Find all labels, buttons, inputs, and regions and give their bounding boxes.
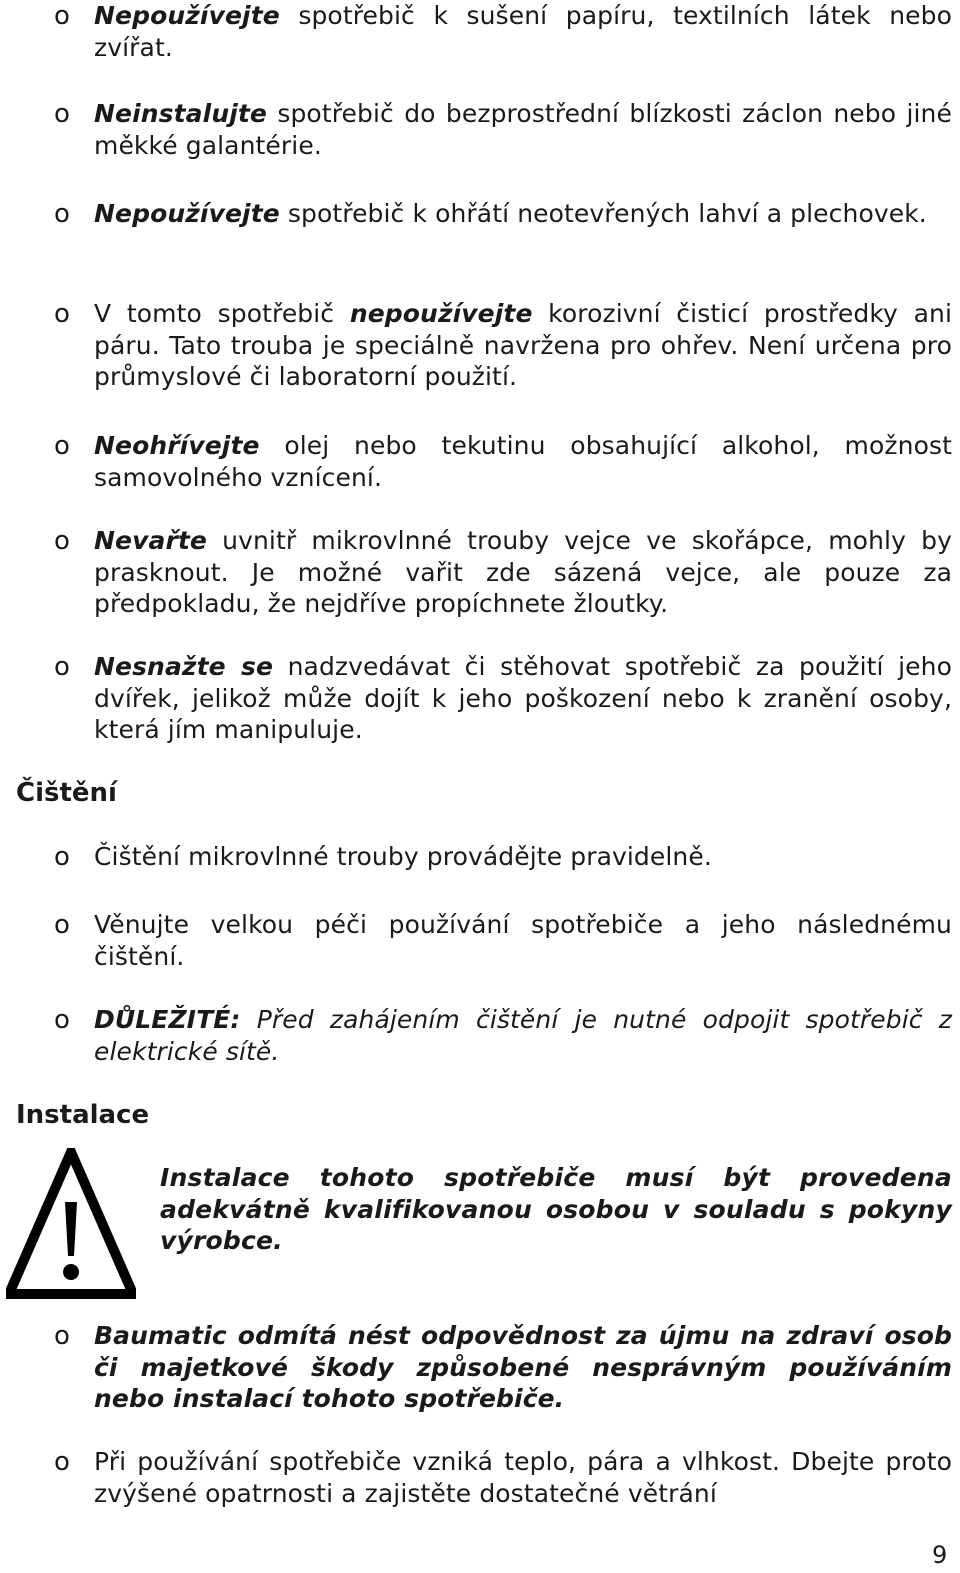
item-text	[94, 298, 952, 393]
bullet: o	[54, 99, 70, 129]
item-text	[94, 525, 952, 620]
item-text	[94, 198, 952, 230]
item-lead: Nesnažte se	[94, 652, 274, 681]
item-text	[94, 98, 952, 161]
item-lead: Nepoužívejte	[94, 199, 280, 228]
item-rest: spotřebič k sušení papíru, textilních látek nebo zvířat.	[94, 1, 952, 62]
item-rest: olej nebo tekutinu obsahující alkohol, možnost samovolného vznícení.	[94, 431, 952, 492]
page-number: 9	[932, 1541, 948, 1569]
item-lead: nepoužívejte	[349, 299, 533, 328]
important-label: DŮLEŽITÉ:	[94, 1005, 241, 1034]
item-text	[94, 430, 952, 493]
item-text	[94, 0, 952, 63]
item-lead: Nevařte	[94, 526, 207, 555]
bullet: o	[54, 1005, 70, 1035]
bullet: o	[54, 1447, 70, 1477]
bullet: o	[54, 1321, 70, 1351]
item-lead: Neohřívejte	[94, 431, 260, 460]
item-rest: Před zahájením čištění je nutné odpojit spotřebič z elektrické sítě.	[94, 1005, 952, 1066]
item-rest: spotřebič k ohřátí neotevřených lahví a plechovek.	[279, 199, 927, 228]
bullet: o	[54, 431, 70, 461]
item-lead: Neinstalujte	[94, 99, 267, 128]
item-text: Čištění mikrovlnné trouby provádějte pravidelně.	[94, 842, 712, 871]
bullet: o	[54, 910, 70, 940]
bullet: o	[54, 1, 70, 31]
item-rest: spotřebič do bezprostřední blízkosti záclon nebo jiné měkké galantérie.	[94, 99, 952, 160]
item-text: Baumatic odmítá nést odpovědnost za újmu na zdraví osob či majetkové škody způsobené nesprávným používáním nebo instalací tohoto spotřebiče.	[94, 1321, 952, 1413]
section-heading-cleaning: Čištění	[16, 778, 117, 808]
item-text: Při používání spotřebiče vzniká teplo, pára a vlhkost. Dbejte proto zvýšené opatrnosti a zajistěte dostatečné větrání	[94, 1447, 952, 1508]
bullet: o	[54, 299, 70, 329]
item-rest: uvnitř mikrovlnné trouby vejce ve skořápce, mohly by prasknout. Je možné vařit zde sázená vejce, ale pouze za předpokladu, že nejdříve propíchnete žloutky.	[94, 526, 952, 618]
warning-triangle-icon	[6, 1148, 136, 1300]
installation-warning-text: Instalace tohoto spotřebiče musí být provedena adekvátně kvalifikovanou osobou v souladu s pokyny výrobce.	[160, 1163, 952, 1255]
item-text: Věnujte velkou péči používání spotřebiče a jeho následnému čištění.	[94, 910, 952, 971]
item-text	[94, 651, 952, 746]
bullet: o	[54, 842, 70, 872]
item-pre: V tomto spotřebič	[94, 299, 350, 328]
bullet: o	[54, 652, 70, 682]
bullet: o	[54, 199, 70, 229]
item-rest: korozivní čisticí prostředky ani páru. Tato trouba je speciálně navržena pro ohřev. Není určena pro průmyslové či laboratorní použití.	[94, 299, 952, 391]
item-lead: Nepoužívejte	[94, 1, 280, 30]
item-rest: nadzvedávat či stěhovat spotřebič za použití jeho dvířek, jelikož může dojít k jeho poškození nebo k zranění osoby, která jím manipuluje.	[94, 652, 952, 744]
section-heading-installation: Instalace	[16, 1100, 150, 1130]
item-text	[94, 1004, 952, 1067]
bullet: o	[54, 526, 70, 556]
